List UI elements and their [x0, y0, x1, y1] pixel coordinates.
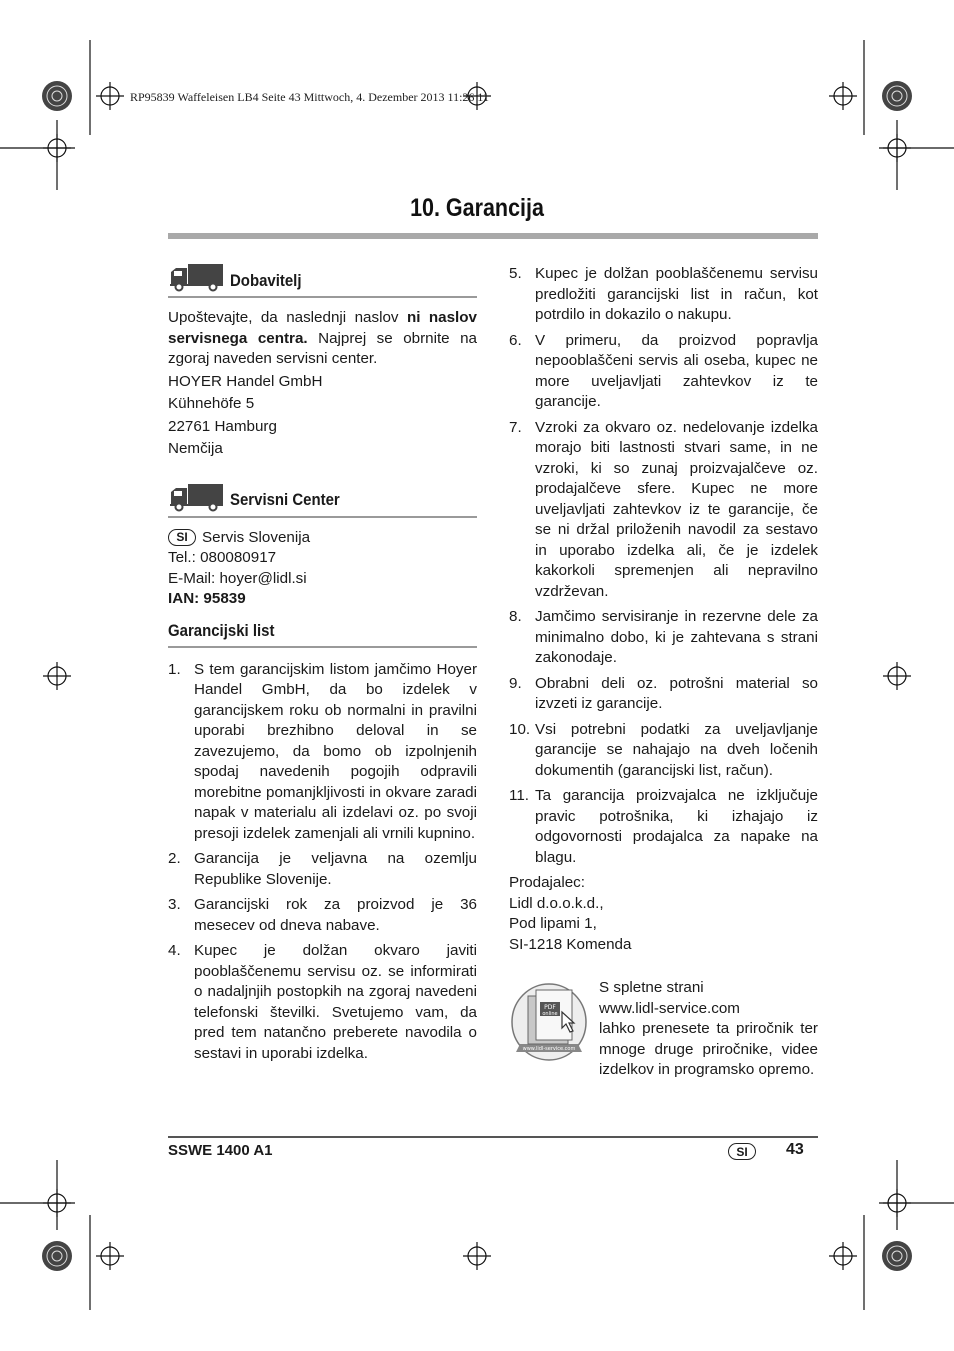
section-header-dobavitelj [168, 258, 477, 298]
truck-icon [168, 482, 224, 512]
intro-bold: ni naslov servisnega centra. [168, 309, 477, 347]
icon-caption: www.lidl-service.com [522, 1046, 576, 1052]
list-item [509, 264, 818, 326]
address-line: HOYER Handel GmbH [168, 372, 323, 390]
right-column [509, 264, 818, 955]
country-badge: SI [168, 529, 196, 546]
print-header: RP95839 Waffeleisen LB4 Seite 43 Mittwoch, 4. Dezember 2013 11:26 11 [130, 90, 489, 104]
intro-post: Najprej se obrnite na zgoraj naveden servisni center. [168, 329, 477, 367]
footer-country-badge: SI [728, 1143, 756, 1160]
service-name: Servis Slovenija [202, 528, 311, 546]
service-ian: IAN: 95839 [168, 590, 246, 607]
warranty-list-right [509, 264, 818, 868]
list-item-number: 11. [509, 787, 529, 804]
list-item-text: Obrabni deli oz. potrošni material so izvzeti iz garancije. [535, 674, 818, 712]
online-url: www.lidl-service.com [599, 999, 740, 1017]
list-item-text: Ta garancija proizvajalca ne izključuje pravic potrošnika, ki izhajajo iz odgovornosti prodajalca za napake na blagu. [535, 787, 818, 866]
page-title: 10. Garancija [410, 194, 544, 222]
online-desc: lahko prenesete ta priročnik ter mnoge druge priročnike, videe izdelkov in programsko opremo. [599, 1020, 818, 1078]
list-item [168, 895, 477, 936]
list-item [168, 849, 477, 890]
list-item-number: 8. [509, 608, 522, 625]
supplier-address [168, 372, 477, 460]
address-line: 22761 Hamburg [168, 417, 277, 435]
list-item-number: 3. [168, 896, 181, 913]
section-title-servisni: Servisni Center [230, 490, 340, 509]
list-item-text: Kupec je dolžan okvaro javiti pooblaščenemu servisu oz. se informirati o nadaljnjih postopkih na zgoraj navedeni telefonski številki. Svetujemo vam, da pred tem natančno preberete navodila o sestavi in uporabi izdelka. [194, 942, 477, 1062]
list-item-number: 4. [168, 942, 181, 959]
dobavitelj-intro [168, 308, 477, 370]
service-info [168, 528, 477, 610]
warranty-list-left [168, 660, 477, 1065]
intro-pre: Upoštevajte, da naslednji naslov [168, 309, 407, 326]
list-item-text: V primeru, da proizvod popravlja nepooblaščeni servis ali oseba, kupec ne more uveljavljati zahtevkov iz te garancije. [535, 331, 818, 410]
section-header-servisni [168, 478, 477, 518]
list-item [509, 331, 818, 413]
footer-country-badge-wrap [728, 1143, 762, 1161]
list-item-text: Vsi potrebni podatki za uveljavljanje garancije se nahajajo na dveh ločenih dokumentih (garancijski list, račun). [535, 720, 818, 779]
list-item [509, 786, 818, 868]
list-item-number: 7. [509, 418, 522, 436]
list-item-text: Jamčimo servisiranje in rezervne dele za minimalno dobo, ki je zahtevana s strani zakonodaje. [535, 608, 818, 666]
icon-label-pdf: PDF [544, 1004, 556, 1011]
list-item-text: Vzroki za okvaro oz. nedelovanje izdelka morajo biti lastnosti stvari same, in ne vzroki, ki so zunaj proizvajalčeve oz. prodajalčeve sfere. Kupec ne more uveljavljati zahtevkov iz te garancije, če se ni držal priloženih navodil za sestavo in uporabo izdelka ali, če je izdelek kakorkoli spremenjen ali nepravilno vzdrževan. [535, 418, 818, 600]
list-item-number: 10. [509, 720, 531, 738]
page-number: 43 [786, 1141, 804, 1158]
truck-icon [168, 262, 224, 292]
list-item-number: 9. [509, 674, 522, 692]
list-item [509, 607, 818, 669]
list-item-number: 5. [509, 265, 522, 282]
list-item-text: Kupec je dolžan pooblaščenemu servisu predložiti garancijski list in račun, kot potrdilo in dokazilo o nakupu. [535, 265, 818, 323]
footer-model: SSWE 1400 A1 [168, 1142, 273, 1159]
list-item [168, 660, 477, 845]
list-item-text: Garancija je veljavna na ozemlju Republike Slovenije. [194, 850, 477, 888]
footer-divider [168, 1136, 818, 1138]
list-item [168, 941, 477, 1064]
left-column [168, 258, 477, 1069]
online-manual-icon [510, 982, 588, 1062]
seller-line: Prodajalec: [509, 874, 585, 891]
section-title-dobavitelj: Dobavitelj [230, 270, 302, 290]
list-item-text: Garancijski rok za proizvod je 36 mesecev od dneva nabave. [194, 896, 477, 934]
service-email: E-Mail: hoyer@lidl.si [168, 569, 307, 587]
icon-label-online: online [542, 1011, 558, 1017]
list-item-text: S tem garancijskim listom jamčimo Hoyer Handel GmbH, da bo izdelek v garancijskem roku ob normalni in pravilni uporabi brezhibno deloval in se zavezujemo, da bomo ob izpolnjenih spodaj navedenih pogojih odpravili morebitne pomanjkljivosti in okvare zaradi napak v materialu ali izdelavi oz. po svoji presoji izdelek zamenjali ali vrnili kupnino. [194, 660, 477, 842]
address-line: Kühnehöfe 5 [168, 395, 255, 412]
list-item [509, 674, 818, 715]
seller-address [509, 873, 818, 955]
list-item-number: 1. [168, 660, 181, 678]
section-header-garancijski [168, 614, 477, 648]
online-line1: S spletne strani [599, 979, 704, 996]
list-item [509, 720, 818, 782]
online-info [599, 978, 818, 1081]
list-item [509, 418, 818, 603]
section-title-garancijski: Garancijski list [168, 621, 275, 640]
seller-line: Pod lipami 1, [509, 915, 597, 932]
list-item-number: 2. [168, 850, 181, 867]
seller-line: Lidl d.o.o.k.d., [509, 894, 604, 912]
list-item-number: 6. [509, 331, 522, 349]
service-tel: Tel.: 080080917 [168, 549, 277, 566]
seller-line: SI-1218 Komenda [509, 935, 632, 953]
title-divider [168, 233, 818, 239]
address-line: Nemčija [168, 440, 223, 457]
